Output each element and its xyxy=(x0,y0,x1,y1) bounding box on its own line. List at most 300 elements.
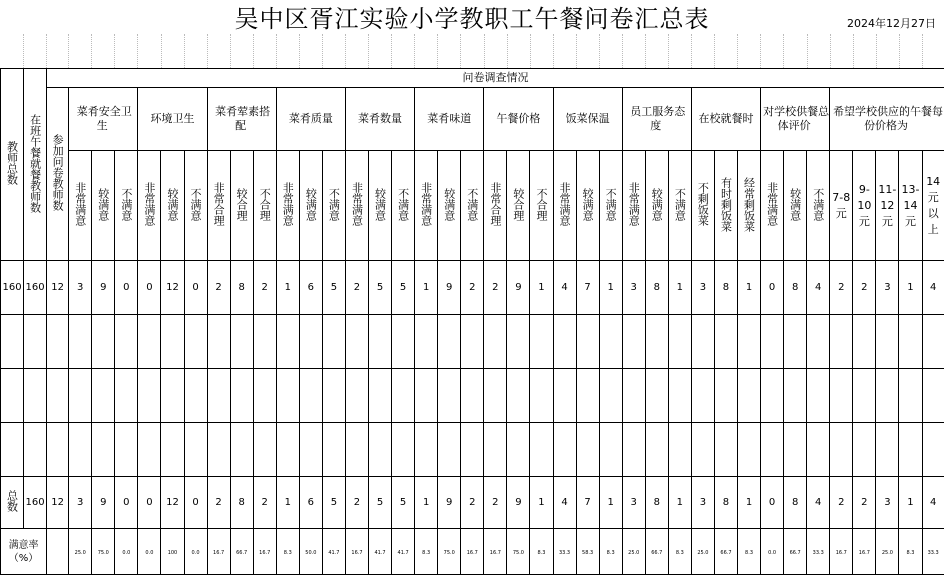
blank-cell xyxy=(24,423,47,477)
data-cell-24-text: 4 xyxy=(561,282,568,293)
gridline xyxy=(645,34,646,68)
data-cell-10-text: 8 xyxy=(238,282,245,293)
rate-cell-30 xyxy=(714,529,737,575)
gridline xyxy=(507,34,508,68)
rate-cell-29 xyxy=(691,529,714,575)
blank-cell xyxy=(668,369,691,423)
total-cell-3-text: 9 xyxy=(100,497,107,508)
subheader-7-0 xyxy=(553,151,576,261)
rate-cell-11-text: 8.3 xyxy=(283,550,292,556)
subheader-8-1-text: 较满意 xyxy=(650,187,664,221)
rate-cell-1 xyxy=(47,529,69,575)
blank-cell xyxy=(253,423,276,477)
rate-cell-18 xyxy=(438,529,461,575)
total-cell-15-text: 5 xyxy=(376,497,384,508)
blank-cell xyxy=(530,369,553,423)
subheader-3-1-text: 较满意 xyxy=(304,187,318,221)
total-cell-27-text: 8 xyxy=(653,497,660,508)
data-cell-33-text: 0 xyxy=(768,282,776,293)
rate-cell-28-text: 8.3 xyxy=(675,550,684,556)
rate-cell-14 xyxy=(345,529,368,575)
header-group-8-text: 员工服务态度 xyxy=(630,105,686,132)
blank-cell xyxy=(576,315,599,369)
data-cell-37-text: 2 xyxy=(861,282,868,293)
subheader-11-3 xyxy=(899,151,922,261)
total-cell-8 xyxy=(207,477,230,529)
blank-cell xyxy=(761,315,784,369)
total-cell-33-text: 8 xyxy=(791,497,799,508)
page-title: 吴中区胥江实验小学教职工午餐问卷汇总表 xyxy=(234,5,710,33)
data-cell-16-text: 5 xyxy=(376,282,384,293)
subheader-10-0 xyxy=(761,151,784,261)
total-cell-20-text: 2 xyxy=(492,497,499,508)
subheader-6-1-text: 较合理 xyxy=(511,187,525,221)
header-group-10 xyxy=(761,88,830,151)
rate-cell-33-text: 66.7 xyxy=(789,550,801,556)
gridline xyxy=(737,34,738,68)
subheader-5-1 xyxy=(438,151,461,261)
subheader-11-2 xyxy=(876,151,899,261)
blank-cell xyxy=(714,423,737,477)
blank-cell xyxy=(322,423,345,477)
blank-cell xyxy=(853,315,876,369)
gridline xyxy=(322,34,323,68)
data-cell-8-text: 0 xyxy=(192,282,199,293)
total-cell-17-text: 1 xyxy=(422,497,430,508)
blank-cell xyxy=(253,315,276,369)
rate-cell-26 xyxy=(622,529,645,575)
subheader-6-1 xyxy=(507,151,530,261)
subheader-5-2-text: 不满意 xyxy=(465,187,479,221)
blank-cell xyxy=(691,369,714,423)
total-cell-23 xyxy=(553,477,576,529)
blank-cell xyxy=(276,315,299,369)
data-cell-4 xyxy=(92,261,115,315)
data-cell-14-text: 5 xyxy=(330,282,338,293)
header-group-4-text: 菜肴数量 xyxy=(358,112,403,125)
header-total-teachers-text: 教师总数 xyxy=(5,141,19,185)
data-cell-3-text: 3 xyxy=(77,282,84,293)
total-cell-13-text: 5 xyxy=(330,497,338,508)
blank-cell xyxy=(207,369,230,423)
header-group-1-text: 环境卫生 xyxy=(150,112,195,125)
header-survey-section-text: 问卷调查情况 xyxy=(462,71,529,84)
blank-cell xyxy=(299,369,322,423)
data-cell-34-text: 8 xyxy=(791,282,799,293)
rate-cell-20 xyxy=(484,529,507,575)
gridline xyxy=(23,34,24,68)
total-cell-2-text: 3 xyxy=(77,497,84,508)
rate-cell-13-text: 41.7 xyxy=(328,550,340,556)
rate-cell-3 xyxy=(92,529,115,575)
blank-cell xyxy=(738,423,761,477)
blank-cell xyxy=(461,423,484,477)
data-cell-5 xyxy=(115,261,138,315)
subheader-7-2-text: 不满意 xyxy=(604,187,618,221)
gridline xyxy=(922,34,923,68)
subheader-3-1 xyxy=(299,151,322,261)
total-cell-6 xyxy=(161,477,184,529)
data-cell-17-text: 5 xyxy=(399,282,407,293)
subheader-11-0-text: 7-8元 xyxy=(832,190,851,220)
data-cell-29-text: 1 xyxy=(676,282,684,293)
subheader-2-0-text: 非常合理 xyxy=(212,182,226,226)
rate-cell-13 xyxy=(322,529,345,575)
rate-cell-39 xyxy=(922,529,944,575)
total-cell-5-text: 0 xyxy=(146,497,153,508)
total-cell-24-text: 7 xyxy=(584,497,591,508)
total-cell-30-text: 8 xyxy=(722,497,730,508)
total-cell-26-text: 3 xyxy=(630,497,637,508)
blank-cell xyxy=(230,423,253,477)
blank-cell xyxy=(415,369,438,423)
blank-cell xyxy=(599,369,622,423)
rate-cell-3-text: 75.0 xyxy=(97,550,109,556)
rate-cell-37 xyxy=(876,529,899,575)
total-cell-18-text: 9 xyxy=(446,497,453,508)
rate-cell-29-text: 25.0 xyxy=(697,550,709,556)
blank-cell xyxy=(415,315,438,369)
subheader-9-2-text: 经常剩饭菜 xyxy=(742,176,756,232)
blank-cell xyxy=(576,369,599,423)
total-cell-7-text: 0 xyxy=(192,497,199,508)
rate-cell-5 xyxy=(138,529,161,575)
total-cell-7 xyxy=(184,477,207,529)
data-cell-13 xyxy=(299,261,322,315)
subheader-4-0-text: 非常满意 xyxy=(350,182,364,226)
blank-cell xyxy=(392,369,415,423)
total-cell-5 xyxy=(138,477,161,529)
rate-cell-36-text: 16.7 xyxy=(858,550,870,556)
rate-cell-27 xyxy=(645,529,668,575)
subheader-8-1 xyxy=(645,151,668,261)
total-cell-23-text: 4 xyxy=(561,497,568,508)
subheader-11-4-text: 14元以上 xyxy=(926,174,941,236)
header-total-teachers xyxy=(1,69,24,261)
subheader-11-4 xyxy=(922,151,944,261)
total-cell-19 xyxy=(461,477,484,529)
data-cell-23 xyxy=(530,261,553,315)
total-cell-10 xyxy=(253,477,276,529)
blank-cell xyxy=(392,423,415,477)
rate-cell-39-text: 33.3 xyxy=(927,550,939,556)
rate-cell-5-text: 0.0 xyxy=(145,550,154,556)
blank-cell xyxy=(645,369,668,423)
subheader-0-2-text: 不满意 xyxy=(119,187,133,221)
gridline xyxy=(530,34,531,68)
blank-cell xyxy=(345,369,368,423)
total-cell-35 xyxy=(830,477,853,529)
rate-cell-17 xyxy=(415,529,438,575)
total-cell-18 xyxy=(438,477,461,529)
rate-cell-34-text: 33.3 xyxy=(812,550,824,556)
rate-cell-16-text: 41.7 xyxy=(397,550,409,556)
subheader-2-2-text: 不合理 xyxy=(258,187,272,221)
rate-cell-36 xyxy=(853,529,876,575)
subheader-6-0 xyxy=(484,151,507,261)
rate-cell-4 xyxy=(115,529,138,575)
total-cell-26 xyxy=(622,477,645,529)
total-cell-32 xyxy=(761,477,784,529)
gridline xyxy=(460,34,461,68)
rate-cell-31 xyxy=(738,529,761,575)
blank-cell xyxy=(24,315,47,369)
blank-cell xyxy=(899,315,922,369)
total-cell-25-text: 1 xyxy=(607,497,614,508)
data-cell-14 xyxy=(322,261,345,315)
blank-cell xyxy=(230,315,253,369)
subheader-6-2 xyxy=(530,151,553,261)
subheader-11-3-text: 13-14元 xyxy=(901,182,920,228)
header-group-7-text: 饭菜保温 xyxy=(565,112,610,125)
data-cell-29 xyxy=(668,261,691,315)
total-cell-38 xyxy=(899,477,922,529)
header-survey-section xyxy=(47,69,944,88)
total-cell-12 xyxy=(299,477,322,529)
blank-cell xyxy=(276,369,299,423)
total-cell-0-text: 160 xyxy=(25,497,45,508)
data-cell-0-text: 160 xyxy=(2,282,22,293)
data-cell-33 xyxy=(761,261,784,315)
rate-cell-15 xyxy=(369,529,392,575)
total-cell-15 xyxy=(369,477,392,529)
subheader-7-1 xyxy=(576,151,599,261)
data-cell-28 xyxy=(645,261,668,315)
gridline xyxy=(783,34,784,68)
subheader-8-2 xyxy=(668,151,691,261)
blank-cell xyxy=(714,369,737,423)
gridline xyxy=(760,34,761,68)
data-cell-24 xyxy=(553,261,576,315)
subheader-3-0-text: 非常满意 xyxy=(281,182,295,226)
blank-cell xyxy=(738,369,761,423)
blank-cell xyxy=(115,315,138,369)
subheader-0-1-text: 较满意 xyxy=(96,187,110,221)
subheader-11-2-text: 11-12元 xyxy=(878,182,897,228)
blank-cell xyxy=(369,423,392,477)
gridline xyxy=(622,34,623,68)
blank-cell xyxy=(1,423,24,477)
blank-cell xyxy=(1,369,24,423)
header-group-9-text: 在校就餐时 xyxy=(698,112,754,125)
blank-cell xyxy=(115,369,138,423)
blank-cell xyxy=(484,423,507,477)
total-cell-21-text: 9 xyxy=(515,497,522,508)
subheader-10-1 xyxy=(784,151,807,261)
subheader-3-2 xyxy=(322,151,345,261)
blank-cell xyxy=(899,423,922,477)
subheader-6-0-text: 非常合理 xyxy=(488,182,502,226)
subheader-1-2 xyxy=(184,151,207,261)
blank-cell xyxy=(645,423,668,477)
subheader-0-1 xyxy=(92,151,115,261)
blank-cell xyxy=(276,423,299,477)
data-cell-39-text: 1 xyxy=(907,282,914,293)
data-cell-15-text: 2 xyxy=(353,282,361,293)
blank-cell xyxy=(47,369,69,423)
header-group-9 xyxy=(691,88,760,151)
blank-cell xyxy=(876,369,899,423)
subheader-8-2-text: 不满意 xyxy=(673,187,687,221)
blank-cell xyxy=(138,369,161,423)
subheader-7-1-text: 较满意 xyxy=(581,187,595,221)
header-group-5-text: 菜肴味道 xyxy=(427,112,472,125)
data-cell-13-text: 6 xyxy=(307,282,315,293)
gridline xyxy=(368,34,369,68)
total-cell-37-text: 3 xyxy=(884,497,891,508)
gridline xyxy=(830,34,831,68)
data-cell-8 xyxy=(184,261,207,315)
data-cell-11-text: 2 xyxy=(261,282,268,293)
rate-cell-15-text: 41.7 xyxy=(374,550,386,556)
total-cell-22 xyxy=(530,477,553,529)
gridline xyxy=(668,34,669,68)
rate-cell-32-text: 0.0 xyxy=(768,550,777,556)
total-cell-9-text: 8 xyxy=(238,497,245,508)
data-cell-6 xyxy=(138,261,161,315)
blank-cell xyxy=(207,315,230,369)
rate-cell-7-text: 0.0 xyxy=(191,550,200,556)
blank-cell xyxy=(484,369,507,423)
total-cell-28 xyxy=(668,477,691,529)
data-cell-4-text: 9 xyxy=(100,282,107,293)
subheader-8-0-text: 非常满意 xyxy=(627,182,641,226)
header-group-3-text: 菜肴质量 xyxy=(288,112,333,125)
rate-cell-23 xyxy=(553,529,576,575)
header-participants xyxy=(47,88,69,261)
rate-cell-37-text: 25.0 xyxy=(881,550,893,556)
data-cell-1-text: 160 xyxy=(25,282,45,293)
subheader-11-1 xyxy=(853,151,876,261)
data-cell-22-text: 9 xyxy=(515,282,522,293)
blank-cell xyxy=(714,315,737,369)
subheader-7-0-text: 非常满意 xyxy=(558,182,572,226)
blank-cell xyxy=(622,423,645,477)
total-cell-32-text: 0 xyxy=(768,497,776,508)
blank-cell xyxy=(807,423,830,477)
gridline xyxy=(207,34,208,68)
data-cell-12-text: 1 xyxy=(284,282,291,293)
data-cell-31-text: 8 xyxy=(722,282,730,293)
subheader-4-2 xyxy=(392,151,415,261)
total-label-text: 总数 xyxy=(5,490,19,512)
blank-cell xyxy=(345,315,368,369)
header-group-7 xyxy=(553,88,622,151)
blank-cell xyxy=(322,315,345,369)
gridline xyxy=(437,34,438,68)
total-cell-31 xyxy=(738,477,761,529)
blank-cell xyxy=(691,315,714,369)
gridline xyxy=(276,34,277,68)
data-cell-35-text: 4 xyxy=(815,282,822,293)
data-cell-26 xyxy=(599,261,622,315)
blank-cell xyxy=(784,315,807,369)
rate-cell-25-text: 8.3 xyxy=(606,550,615,556)
rate-cell-7 xyxy=(184,529,207,575)
subheader-4-1 xyxy=(369,151,392,261)
blank-cell xyxy=(507,369,530,423)
data-cell-6-text: 0 xyxy=(146,282,153,293)
header-group-1 xyxy=(138,88,207,151)
subheader-9-0-text: 不剩饭菜 xyxy=(696,182,710,226)
data-cell-21-text: 2 xyxy=(492,282,499,293)
blank-cell xyxy=(161,423,184,477)
header-group-6-text: 午餐价格 xyxy=(496,112,541,125)
rate-cell-10-text: 16.7 xyxy=(259,550,271,556)
total-cell-1 xyxy=(47,477,69,529)
subheader-4-0 xyxy=(345,151,368,261)
data-cell-16 xyxy=(369,261,392,315)
subheader-11-0 xyxy=(830,151,853,261)
total-cell-3 xyxy=(92,477,115,529)
rate-cell-19-text: 16.7 xyxy=(466,550,478,556)
total-cell-35-text: 2 xyxy=(838,497,845,508)
blank-cell xyxy=(299,423,322,477)
total-cell-33 xyxy=(784,477,807,529)
subheader-5-2 xyxy=(461,151,484,261)
blank-cell xyxy=(691,423,714,477)
rate-cell-35 xyxy=(830,529,853,575)
blank-row xyxy=(1,315,944,369)
data-cell-9 xyxy=(207,261,230,315)
total-cell-37 xyxy=(876,477,899,529)
rate-cell-6-text: 100 xyxy=(167,550,178,556)
data-cell-32-text: 1 xyxy=(745,282,753,293)
header-group-0-text: 菜肴安全卫生 xyxy=(76,105,132,132)
data-cell-10 xyxy=(230,261,253,315)
subheader-9-1 xyxy=(714,151,737,261)
gridline xyxy=(807,34,808,68)
blank-cell xyxy=(438,315,461,369)
data-cell-7-text: 12 xyxy=(166,282,179,293)
header-group-3 xyxy=(276,88,345,151)
gridline xyxy=(714,34,715,68)
total-cell-1-text: 12 xyxy=(51,497,65,508)
gridline xyxy=(553,34,554,68)
data-cell-23-text: 1 xyxy=(538,282,545,293)
total-cell-12-text: 6 xyxy=(307,497,315,508)
subheader-9-1-text: 有时剩饭菜 xyxy=(719,176,733,232)
total-cell-39 xyxy=(922,477,944,529)
gridline xyxy=(230,34,231,68)
blank-cell xyxy=(876,423,899,477)
gridline xyxy=(46,34,47,68)
top-gridlines xyxy=(0,34,944,68)
rate-cell-6 xyxy=(161,529,184,575)
rate-label-text: 满意率（%） xyxy=(8,539,39,564)
header-on-duty-teachers xyxy=(24,69,47,261)
blank-cell xyxy=(530,423,553,477)
blank-cell xyxy=(299,315,322,369)
blank-cell xyxy=(507,315,530,369)
blank-cell xyxy=(184,369,207,423)
data-cell-20-text: 2 xyxy=(469,282,476,293)
gridline xyxy=(253,34,254,68)
subheader-4-1-text: 较满意 xyxy=(373,187,387,221)
blank-cell xyxy=(138,423,161,477)
blank-cell xyxy=(438,423,461,477)
data-cell-30-text: 3 xyxy=(699,282,707,293)
subheader-4-2-text: 不满意 xyxy=(396,187,410,221)
total-cell-20 xyxy=(484,477,507,529)
data-cell-22 xyxy=(507,261,530,315)
header-group-10-text: 对学校供餐总体评价 xyxy=(763,105,830,132)
data-cell-12 xyxy=(276,261,299,315)
total-label xyxy=(1,477,24,529)
header-group-5 xyxy=(415,88,484,151)
rate-cell-33 xyxy=(784,529,807,575)
subheader-5-1-text: 较满意 xyxy=(442,187,456,221)
